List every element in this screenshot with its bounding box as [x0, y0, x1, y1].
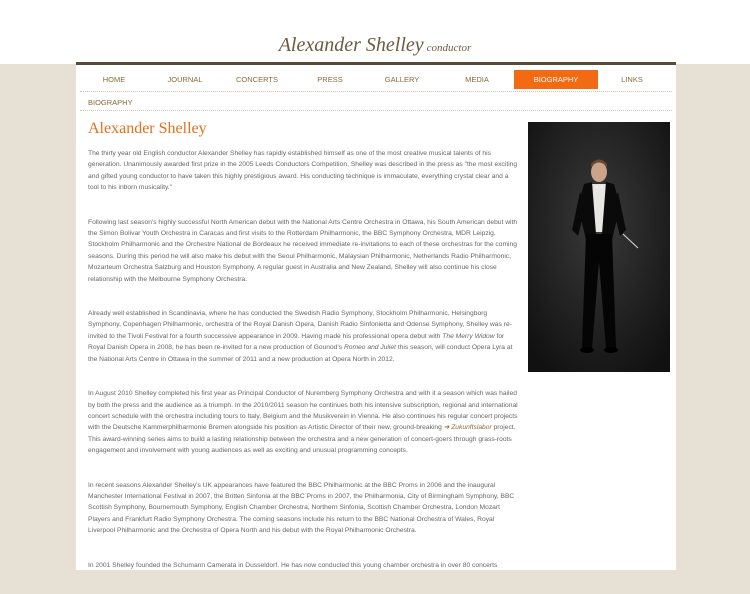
conductor-silhouette [528, 122, 670, 372]
bio-text: for Royal Danish Opera in 2008, he has been re-invited for a new production of Gounod's [88, 332, 505, 352]
opera-title: The Merry Widow [442, 332, 495, 340]
divider [80, 110, 672, 111]
site-header [0, 0, 750, 64]
site-role: conductor [426, 42, 472, 54]
divider [80, 91, 672, 92]
page-title: Alexander Shelley [88, 120, 207, 137]
conductor-photo [528, 122, 670, 372]
nav-item-journal[interactable]: JOURNAL [167, 74, 203, 84]
nav-item-gallery[interactable]: GALLERY [384, 74, 420, 84]
nav-item-links[interactable]: LINKS [621, 74, 643, 84]
bio-text: In August 2010 Shelley completed his first year as Principal Conductor of Nuremberg Symphony Orchestra and with it a season which was hailed by both the press and the audience as a triumph. In the 2010/2011 season he continues both his intensive subscription, regional and international concert schedule with the orchestra including tours to Italy, Belgium and the Musikverein in Vienna. He also continues his regular concert projects with the Deutsche Kammerphilharmonie Bremen alongside his position as Artistic Director of their new, ground-breaking [88, 390, 518, 432]
bio-paragraph [88, 388, 518, 456]
biography-text [88, 148, 518, 594]
zukunftslabor-link[interactable] [444, 424, 492, 431]
nav-item-home[interactable]: HOME [102, 74, 126, 84]
breadcrumb[interactable]: BIOGRAPHY [88, 98, 133, 107]
site-title[interactable] [0, 34, 750, 59]
nav-item-biography[interactable]: BIOGRAPHY [514, 70, 598, 89]
site-name: Alexander Shelley [278, 34, 424, 56]
main-nav [76, 68, 676, 90]
bio-text: this season, will conduct Opera Lyra at the National Arts Centre in Ottawa in the summer of 2011 and a new production at Opera North in 2012. [88, 344, 513, 363]
nav-item-press[interactable]: PRESS [317, 74, 343, 84]
bio-paragraph [88, 308, 518, 365]
bio-paragraph: Following last season's highly successful North American debut with the National Arts Centre Orchestra in Ottawa, his South American debut with the Simon Bolivar Youth Orchestra in Caracas and first visits to the Rotterdam Philharmonic, the BBC Symphony Orchestra, MDR Leipzig, Stockholm Philharmonic and the Orchestre National de Bordeaux he received immediate re-invitations to each of these orchestras for the coming seasons. During this period he will also make his debut with the Seoul Philharmonic, Malaysian Philharmonic, Netherlands Radio Philharmonic, Mozarteum Orchestra Salzburg and Houston Symphony. A regular guest in Australia and New Zealand, Shelley will also continue his close relationship with the Melbourne Symphony Orchestra. [88, 218, 518, 283]
bio-text: project. This award-winning series aims to build a lasting relationship between the orchestra and a new generation of concert-goers through grass-roots engagement and involvement with young audiences as well as exciting and unusual programming concepts. [88, 424, 516, 455]
bio-paragraph: The thirty year old English conductor Alexander Shelley has rapidly established himself as one of the most creative musical talents of his generation. Unanimously awarded first prize in the 2005 Leeds Conductors Competition, Shelley was described in the press as "the most exciting and gifted young conductor to have taken this highly prestigious award. His conducting technique is immaculate, everything crystal clear and a tool to his inborn musicality." [88, 150, 518, 192]
nav-item-media[interactable]: MEDIA [465, 74, 489, 84]
content-page [76, 62, 676, 570]
bio-text: Already well established in Scandinavia, where he has conducted the Swedish Radio Symphony, Stockholm Philharmonic, Helsingborg Symphony, Copenhagen Philharmonic, orchestra of the Royal Danish Opera, Danish Radio Sinfonietta and Odense Symphony, Shelley was re-invited to the Tivoli Festival for a fourth successive appearance in 2009. Having made his professional opera debut with [88, 310, 512, 340]
bio-paragraph: In recent seasons Alexander Shelley's UK appearances have featured the BBC Philharmonic at the BBC Proms in 2006 and the inaugural Manchester International Festival in 2007, the Britten Sinfonia at the BBC Proms in 2007, the Philharmonia, City of Birmingham Symphony, BBC Scottish Symphony, Bournemouth Symphony, English Chamber Orchestra, Northern Sinfonia, Scottish Chamber Orchestra, London Mozart Players and Frankfurt Radio Symphony Orchestra. The coming seasons include his return to the BBC National Orchestra of Wales, Royal Liverpool Philharmonic and the Orchestra of Opera North and his debut with the Royal Philharmonic Orchestra. [88, 481, 515, 535]
nav-item-concerts[interactable]: CONCERTS [236, 74, 278, 84]
opera-title: Romeo and Juliet [343, 344, 396, 352]
bio-paragraph: In 2001 Shelley founded the Schumann Camerata in Dusseldorf. He has now conducted this young chamber orchestra in over 80 concerts [88, 561, 498, 569]
zukunftslabor-link-label: ➜ Zukunftslabor [443, 424, 492, 432]
